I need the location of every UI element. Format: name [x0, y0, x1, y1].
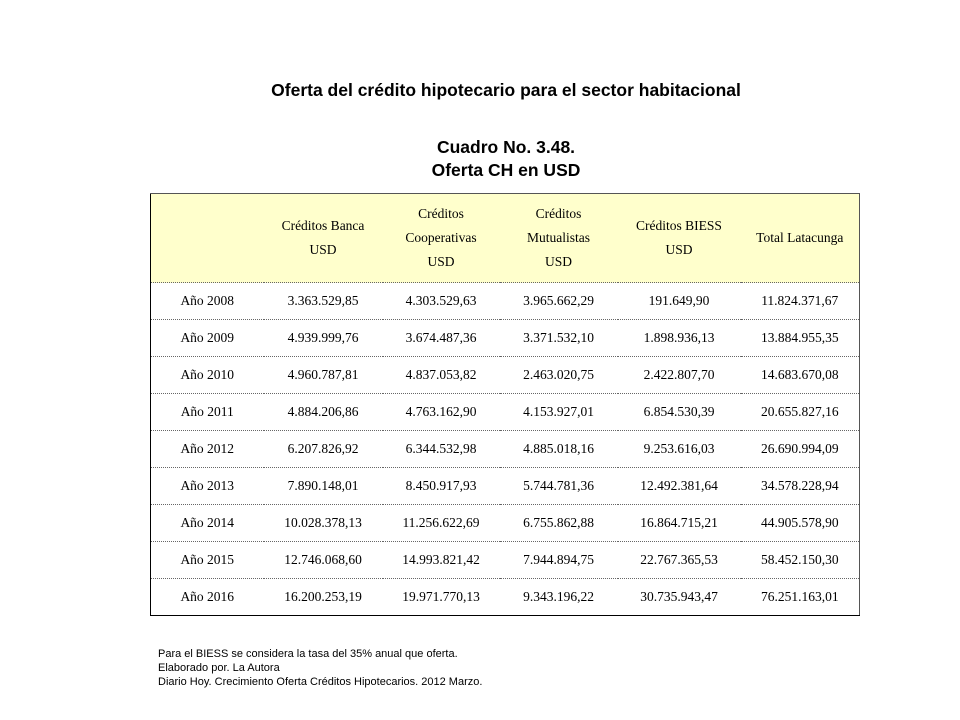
table-cell: 4.153.927,01 [500, 394, 618, 431]
row-year-cell: Año 2011 [151, 394, 264, 431]
table-row [151, 579, 860, 616]
table-cell: 7.890.148,01 [264, 468, 383, 505]
table-row [151, 505, 860, 542]
column-header: Créditos Mutualistas USD [500, 194, 618, 283]
table-row [151, 542, 860, 579]
table-cell: 9.343.196,22 [500, 579, 618, 616]
table-cell: 4.960.787,81 [264, 357, 383, 394]
table-cell: 4.939.999,76 [264, 320, 383, 357]
column-header [151, 194, 264, 283]
table-cell: 3.965.662,29 [500, 283, 618, 320]
table-cell: 13.884.955,35 [741, 320, 860, 357]
table-cell: 4.303.529,63 [383, 283, 500, 320]
table-cell: 6.755.862,88 [500, 505, 618, 542]
table-cell: 8.450.917,93 [383, 468, 500, 505]
table-cell: 4.885.018,16 [500, 431, 618, 468]
table-row [151, 357, 860, 394]
table-cell: 34.578.228,94 [741, 468, 860, 505]
table-name: Oferta CH en USD [431, 160, 581, 180]
table-cell: 20.655.827,16 [741, 394, 860, 431]
table-cell: 30.735.943,47 [618, 579, 741, 616]
table-cell: 6.207.826,92 [264, 431, 383, 468]
table-cell: 6.854.530,39 [618, 394, 741, 431]
table-cell: 19.971.770,13 [383, 579, 500, 616]
column-header: Créditos Banca USD [264, 194, 383, 283]
table-cell: 4.763.162,90 [383, 394, 500, 431]
row-year-cell: Año 2013 [151, 468, 264, 505]
table-cell: 12.746.068,60 [264, 542, 383, 579]
table-cell: 7.944.894,75 [500, 542, 618, 579]
table-cell: 1.898.936,13 [618, 320, 741, 357]
table-cell: 3.363.529,85 [264, 283, 383, 320]
table-cell: 22.767.365,53 [618, 542, 741, 579]
row-year-cell: Año 2009 [151, 320, 264, 357]
row-year-cell: Año 2008 [151, 283, 264, 320]
note-biess: Para el BIESS se considera la tasa del 35% anual que oferta. [158, 648, 458, 660]
table-cell: 5.744.781,36 [500, 468, 618, 505]
table-row [151, 320, 860, 357]
table-cell: 14.683.670,08 [741, 357, 860, 394]
table-caption [0, 136, 960, 182]
row-year-cell: Año 2015 [151, 542, 264, 579]
note-source: Diario Hoy. Crecimiento Oferta Créditos Hipotecarios. 2012 Marzo. [158, 676, 483, 688]
row-year-cell: Año 2012 [151, 431, 264, 468]
table-cell: 14.993.821,42 [383, 542, 500, 579]
table-cell: 3.371.532,10 [500, 320, 618, 357]
table-cell: 2.463.020,75 [500, 357, 618, 394]
table-row [151, 394, 860, 431]
table-cell: 11.824.371,67 [741, 283, 860, 320]
table-cell: 191.649,90 [618, 283, 741, 320]
table-cell: 9.253.616,03 [618, 431, 741, 468]
table-header-row [151, 194, 860, 283]
column-header: Créditos Cooperativas USD [383, 194, 500, 283]
table-row [151, 283, 860, 320]
row-year-cell: Año 2014 [151, 505, 264, 542]
table-cell: 76.251.163,01 [741, 579, 860, 616]
column-header: Total Latacunga [741, 194, 860, 283]
table-cell: 4.837.053,82 [383, 357, 500, 394]
table-cell: 16.864.715,21 [618, 505, 741, 542]
row-year-cell: Año 2016 [151, 579, 264, 616]
table-cell: 16.200.253,19 [264, 579, 383, 616]
table-row [151, 468, 860, 505]
document-title: Oferta del crédito hipotecario para el sector habitacional [271, 80, 741, 100]
table-cell: 58.452.150,30 [741, 542, 860, 579]
table-row [151, 431, 860, 468]
table-number: Cuadro No. 3.48. [436, 137, 576, 157]
table-cell: 12.492.381,64 [618, 468, 741, 505]
table-cell: 2.422.807,70 [618, 357, 741, 394]
table-cell: 26.690.994,09 [741, 431, 860, 468]
column-header: Créditos BIESS USD [618, 194, 741, 283]
table-cell: 6.344.532,98 [383, 431, 500, 468]
table-cell: 10.028.378,13 [264, 505, 383, 542]
table-body [151, 283, 860, 616]
table-cell: 11.256.622,69 [383, 505, 500, 542]
credit-offer-table [150, 193, 860, 616]
table-cell: 4.884.206,86 [264, 394, 383, 431]
table-notes [158, 647, 482, 689]
row-year-cell: Año 2010 [151, 357, 264, 394]
table-cell: 3.674.487,36 [383, 320, 500, 357]
table-cell: 44.905.578,90 [741, 505, 860, 542]
note-author: Elaborado por. La Autora [158, 662, 280, 674]
